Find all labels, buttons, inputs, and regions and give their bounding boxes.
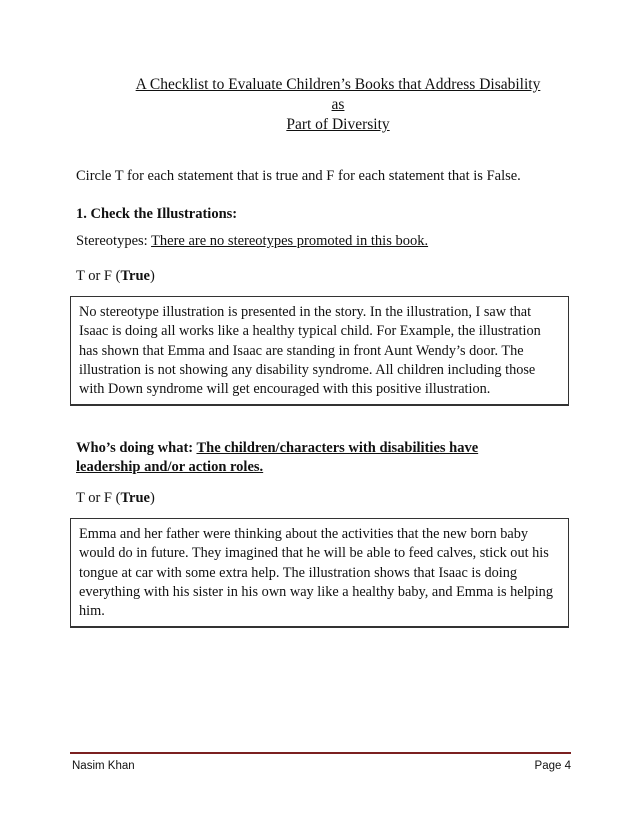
- section-1-answer: T or F (True): [76, 268, 155, 284]
- section-2-response-box: Emma and her father were thinking about the activities that the new born baby would do in future. They imagined that he will be able to feed calves, stick out his tongue at car with some extra help. The illustration shows that Isaac is doing everything with his sister in his own way like a healthy baby, and Emma is helping him.: [70, 518, 569, 628]
- footer-rule: [70, 752, 571, 754]
- footer-author: Nasim Khan: [72, 760, 135, 772]
- who-doing-what-statement-1: The children/characters with disabilities have: [196, 440, 479, 456]
- instructions: Circle T for each statement that is true and F for each statement that is False.: [76, 168, 521, 184]
- section-2-answer: T or F (True): [76, 490, 155, 506]
- title-line-3: Part of Diversity: [286, 116, 390, 133]
- stereotypes-criterion: [76, 233, 428, 250]
- who-doing-what-label: Who’s doing what:: [76, 440, 197, 456]
- section-2-criterion: [76, 440, 478, 457]
- stereotypes-label: Stereotypes:: [76, 233, 152, 249]
- section-2-answer-value: True: [120, 490, 150, 506]
- stereotypes-statement: There are no stereotypes promoted in this book.: [151, 233, 429, 249]
- who-doing-what-statement-2: leadership and/or action roles.: [76, 459, 264, 475]
- section-1-response-box: No stereotype illustration is presented in the story. In the illustration, I saw that Isaac is doing all works like a healthy typical child. For Example, the illustration has shown that Emma and Isaac are standing in front Aunt Wendy’s door. The illustration is not showing any disability syndrome. All children including those with Down syndrome will get encouraged with this positive illustration.: [70, 296, 569, 406]
- title-line-2: as: [331, 96, 345, 113]
- footer-page-number: Page 4: [534, 760, 571, 772]
- section-1-answer-value: True: [120, 268, 150, 284]
- title-line-1: A Checklist to Evaluate Children’s Books that Address Disability: [135, 76, 541, 93]
- section-1-heading: 1. Check the Illustrations:: [76, 206, 238, 222]
